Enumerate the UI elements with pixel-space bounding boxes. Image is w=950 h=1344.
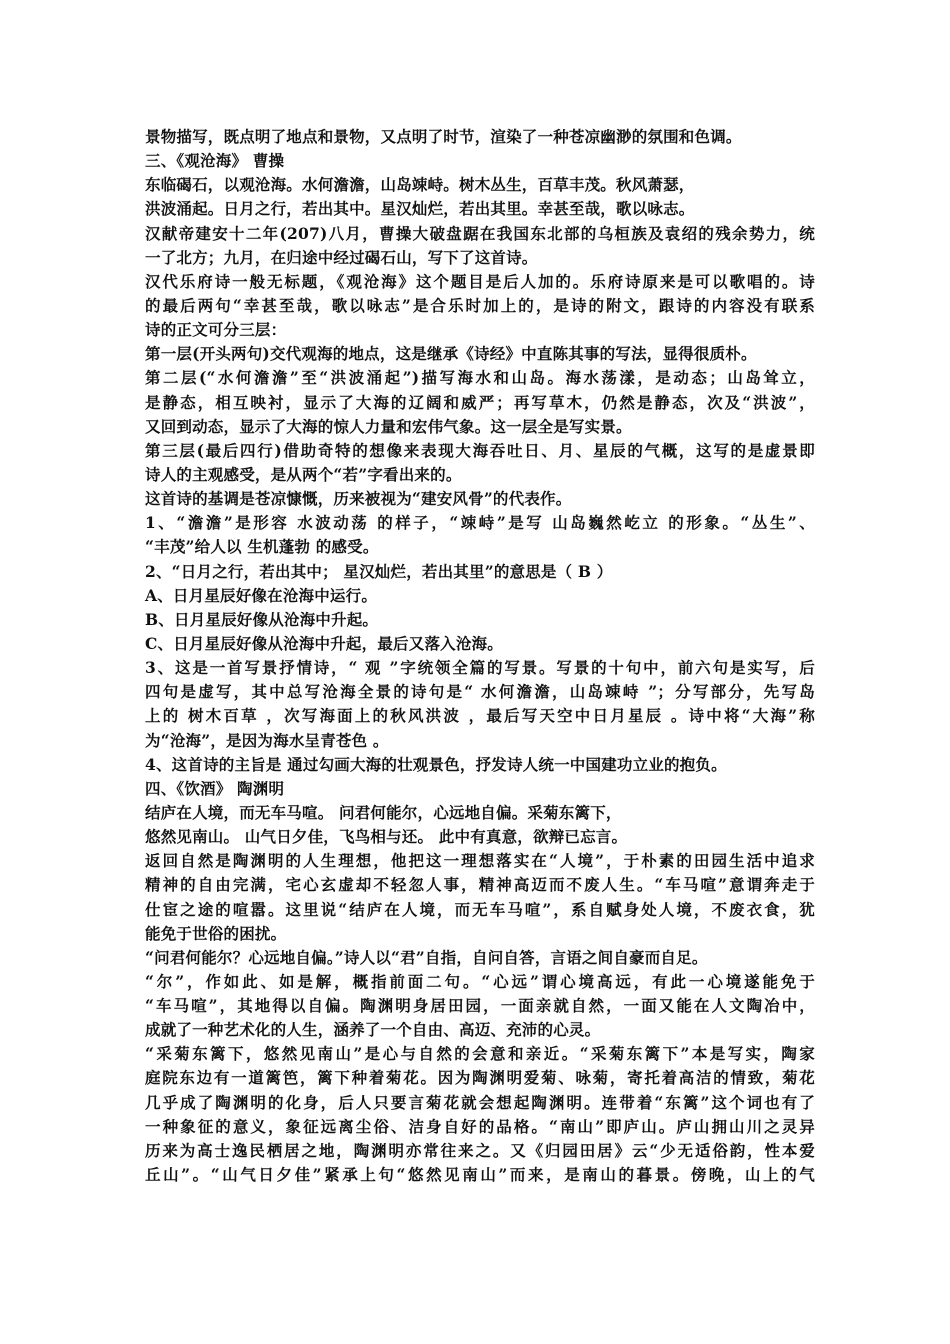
text-line: 这首诗的基调是苍凉慷慨，历来被视为“建安风骨”的代表作。 — [145, 489, 572, 509]
text-line: 成就了一种艺术化的人生，涵养了一个自由、高迈、充沛的心灵。 — [145, 1020, 601, 1040]
text-line: 仕宦之途的喧嚣。这里说“结庐在人境，而无车马喧”，系自赋身处人境，不废衣食，犹 — [145, 899, 815, 919]
poem-line: 结庐在人境，而无车马喧。 问君何能尔，心远地自偏。采菊东篱下， — [145, 802, 622, 822]
text-line: 一了北方；九月，在归途中经过碣石山，写下了这首诗。 — [145, 247, 538, 267]
text-line: 一种象征的意义，象征远离尘俗、洁身自好的品格。“南山”即庐山。庐山拥山川之灵异 — [145, 1116, 815, 1136]
text-line: “车马喧”，其地得以自偏。陶渊明身居田园，一面亲就自然，一面又能在人文陶冶中， — [145, 996, 815, 1016]
text-line: 历来为高士逸民栖居之地，陶渊明亦常往来之。又《归园田居》云“少无适俗韵，性本爱 — [145, 1140, 815, 1160]
text-line: 返回自然是陶渊明的人生理想，他把这一理想落实在“人境”，于朴素的田园生活中追求 — [145, 851, 815, 871]
text-line: 第一层(开头两句)交代观海的地点，这是继承《诗经》中直陈其事的写法，显得很质朴。 — [145, 344, 757, 364]
text-line: 是静态，相互映衬，显示了大海的辽阔和威严；再写草木，仍然是静态，次及“洪波”， — [145, 392, 815, 412]
question-line: 2、“日月之行，若出其中； 星汉灿烂，若出其里”的意思是（ B ） — [145, 561, 613, 581]
text-line: “采菊东篱下，悠然见南山”是心与自然的会意和亲近。“采菊东篱下”本是写实，陶家 — [145, 1044, 815, 1064]
text-line: 汉代乐府诗一般无标题，《观沧海》这个题目是后人加的。乐府诗原来是可以歌唱的。诗 — [145, 271, 815, 291]
text-line: 汉献帝建安十二年(207)八月，曹操大破盘踞在我国东北部的乌桓族及袁绍的残余势力，统 — [145, 223, 815, 243]
answer-option: B、日月星辰好像从沧海中升起。 — [145, 609, 379, 629]
text-line: 又回到动态，显示了大海的惊人力量和宏伟气象。这一层全是写实景。 — [145, 416, 632, 436]
text-line: 第二层(“水何澹澹”至“洪波涌起”)描写海水和山岛。海水荡漾，是动态；山岛耸立， — [145, 368, 815, 388]
text-line: 几乎成了陶渊明的化身，后人只要言菊花就会想起陶渊明。连带着“东篱”这个词也有了 — [145, 1092, 815, 1112]
text-line: “问君何能尔？心远地自偏。”诗人以“君”自指，自问自答，言语之间自豪而自足。 — [145, 947, 708, 967]
poem-line: 东临碣石，以观沧海。水何澹澹，山岛竦峙。树木丛生，百草丰茂。秋风萧瑟， — [145, 175, 695, 195]
question-line: 为“沧海”，是因为海水呈青苍色 。 — [145, 730, 389, 750]
text-line: 诗人的主观感受，是从两个“若”字看出来的。 — [145, 464, 462, 484]
poem-line: 悠然见南山。 山气日夕佳，飞鸟相与还。 此中有真意，欲辩已忘言。 — [145, 827, 628, 847]
text-line: 的最后两句“幸甚至哉，歌以咏志”是合乐时加上的，是诗的附文，跟诗的内容没有联系 — [145, 295, 815, 315]
question-line: 3、这是一首写景抒情诗，“ 观 ”字统领全篇的写景。写景的十句中，前六句是实写，后 — [145, 658, 815, 678]
text-line: 精神的自由完满，宅心玄虚却不轻忽人事，精神高迈而不废人生。“车马喧”意谓奔走于 — [145, 875, 815, 895]
answer-option: A、日月星辰好像在沧海中运行。 — [145, 585, 378, 605]
question-line: 1、“澹澹”是形容 水波动荡 的样子，“竦峙”是写 山岛巍然屹立 的形象。“丛生”、 — [145, 513, 815, 533]
section-heading: 三、《观沧海》 曹操 — [145, 151, 285, 171]
text-line: “尔”，作如此、如是解，概指前面二句。“心远”谓心境高远，有此一心境遂能免于 — [145, 971, 815, 991]
text-line: 第三层(最后四行)借助奇特的想像来表现大海吞吐日、月、星辰的气概，这写的是虚景即 — [145, 440, 815, 460]
answer-option: C、日月星辰好像从沧海中升起，最后又落入沧海。 — [145, 633, 503, 653]
text-line: 庭院东边有一道篱笆，篱下种着菊花。因为陶渊明爱菊、咏菊，寄托着高洁的情致，菊花 — [145, 1068, 815, 1088]
question-line: 上的 树木百草 ，次写海面上的秋风洪波 ，最后写天空中日月星辰 。诗中将“大海”称 — [145, 706, 815, 726]
question-line: 4、这首诗的主旨是 通过勾画大海的壮观景色，抒发诗人统一中国建功立业的抱负。 — [145, 754, 727, 774]
text-line: 景物描写，既点明了地点和景物，又点明了时节，渲染了一种苍凉幽渺的氛围和色调。 — [145, 127, 742, 146]
text-line: 丘山”。“山气日夕佳”紧承上句“悠然见南山”而来，是南山的暮景。傍晚，山上的气 — [145, 1165, 815, 1185]
section-heading: 四、《饮酒》 陶渊明 — [145, 778, 285, 798]
question-line: 四句是虚写，其中总写沧海全景的诗句是“ 水何澹澹，山岛竦峙 ”；分写部分，先写岛 — [145, 682, 815, 702]
poem-line: 洪波涌起。日月之行，若出其中。星汉灿烂，若出其里。幸甚至哉，歌以咏志。 — [145, 199, 695, 219]
document-page — [145, 125, 815, 1187]
question-line: “丰茂”给人以 生机蓬勃 的感受。 — [145, 537, 379, 557]
text-line: 诗的正文可分三层： — [145, 320, 287, 340]
text-line: 能免于世俗的困扰。 — [145, 923, 287, 943]
